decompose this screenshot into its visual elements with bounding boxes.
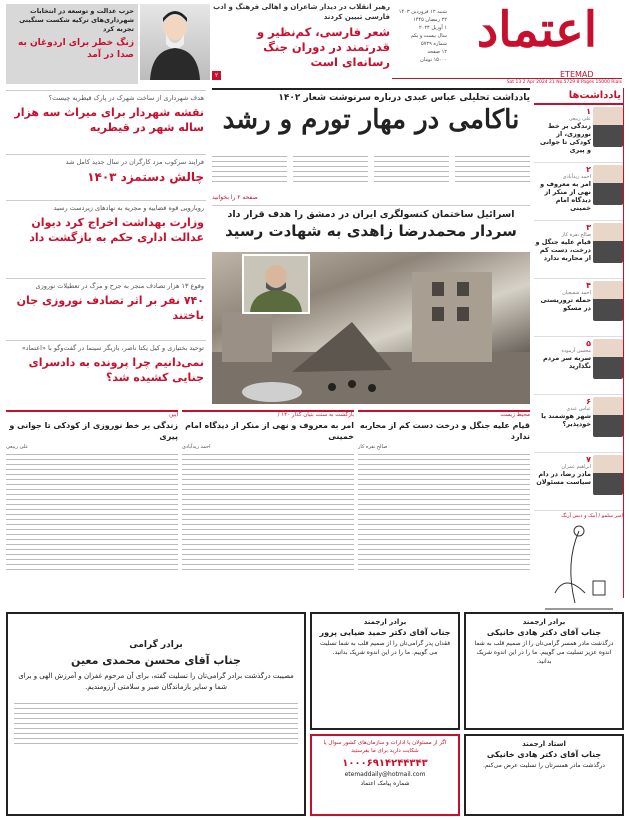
condolence-name: جناب آقای محسن محمدی معین — [71, 654, 241, 667]
left-item-kicker: رویارویی قوه قضاییه و مجریه به نهادهای زیردست رسید — [53, 204, 204, 212]
article-column[interactable] — [182, 410, 354, 610]
article-author: صالح نقره کار — [358, 444, 388, 450]
top-right-headline: زنگ خطر برای اردوغان به صدا در آمد — [18, 38, 134, 60]
left-item[interactable] — [6, 201, 206, 279]
cartoon-illustration-icon — [535, 523, 623, 613]
note-author: صالح نقره کار — [561, 232, 591, 238]
note-number: ۱ — [586, 107, 591, 116]
note-title: امر به معروف و نهی از منکر از دیدگاه امام خمینی — [540, 180, 591, 212]
note-title: حمله تروریستی در مسکو — [540, 296, 591, 312]
condolence-box[interactable] — [464, 612, 624, 730]
page-ref-badge: ۲ — [212, 71, 221, 80]
note-author: محسن آزموده — [561, 348, 591, 354]
ad-label: شماره پیامک اعتماد — [360, 780, 410, 787]
top-right-box[interactable] — [6, 4, 138, 84]
left-column — [6, 90, 206, 410]
left-item-headline: نمی‌دانیم چرا پرونده به دادسرای جنایی کشیده شد؟ — [28, 356, 204, 384]
year: سال بیست و یکم — [410, 33, 447, 39]
portrait-icon — [140, 4, 210, 80]
notes-list — [534, 105, 623, 511]
ad-phone[interactable]: ۱۰۰۰۶۹۱۴۲۴۴۳۴۳ — [342, 758, 428, 769]
issue-info — [392, 8, 447, 64]
left-item[interactable] — [6, 155, 206, 201]
condolence-title: برادر گرامی — [129, 640, 183, 650]
left-item-kicker: توحید بختیاری و کیل یکتا ناصر، بازیگر سینما در گفت‌وگو با «اعتماد» — [21, 344, 204, 352]
note-title: سربه سر مردم نگذارید — [543, 354, 591, 370]
article-section: محیط زیست — [500, 412, 530, 418]
note-number: ۲ — [586, 165, 591, 174]
pages: ۱۲ صفحه — [427, 49, 447, 55]
left-item[interactable] — [6, 341, 206, 409]
center-headline: ناکامی در مهار تورم و رشد — [222, 105, 520, 135]
note-title: مادر رضا، در دام سیاست مسئولان — [536, 470, 591, 486]
date-gregorian: ۱ آوریل ۲۰۲۴ — [418, 25, 447, 31]
masthead-strip: Sat 13 2 Apr 2024 21 No.5729 8 Pages 15000 Rials — [392, 78, 622, 86]
note-item[interactable] — [534, 337, 623, 395]
note-item[interactable] — [534, 221, 623, 279]
left-item-kicker: هدف شهرداری از ساخت شهرک در پارک قیطریه چیست؟ — [48, 94, 204, 102]
left-item-kicker: فرایند سرکوب مزد کارگران در سال جدید کامل شد — [65, 158, 204, 166]
left-item-headline: چالش دستمزد ۱۴۰۳ — [87, 170, 204, 184]
note-author: علی ربیعی — [568, 116, 591, 122]
condolence-title: برادر ارجمند — [522, 618, 566, 626]
left-item[interactable] — [6, 279, 206, 341]
top-right-kicker: حزب عدالت و توسعه در انتخابات شهرداری‌های ترکیه شکست سنگینی تجربه کرد — [19, 7, 134, 33]
author-avatar — [593, 397, 623, 437]
note-number: ۶ — [586, 397, 591, 406]
note-number: ۴ — [586, 281, 591, 290]
logo: اعتماد — [476, 2, 598, 58]
cartoon — [534, 523, 623, 613]
condolence-body: درگذشت مادر همسر گرامی‌تان را از صمیم قلب به شما اندوه عزیز تسلیت می گوییم. ما را در این اندوه شریک بدانید. — [474, 640, 614, 665]
top-story-headline: شعر فارسی، کم‌نظیر و قدرتمند در دوران جنگ رسانه‌ای است — [257, 25, 390, 69]
date-persian: شنبه ۱۲ فروردین ۱۴۰۳ — [398, 9, 447, 15]
note-number: ۵ — [586, 339, 591, 348]
article-headline: قیام علیه جنگل و درخت دست کم از محاربه ندارد — [359, 421, 530, 441]
text-column — [455, 152, 530, 200]
author-avatar — [593, 339, 623, 379]
note-item[interactable] — [534, 279, 623, 337]
israel-story[interactable] — [212, 205, 530, 249]
center-story[interactable] — [212, 88, 530, 150]
note-item[interactable] — [534, 105, 623, 163]
portrait-icon — [244, 256, 308, 312]
top-story-kicker: رهبر انقلاب در دیدار شاعران و اهالی فرهنگ و ادب فارسی تبیین کردند — [213, 3, 390, 21]
condolence-body: فقدان پدر گرامی‌تان را از صمیم قلب به شما تسلیت می گوییم. ما را در این اندوه شریک بدانید. — [319, 640, 451, 656]
condolence-body: درگذشت مادر همسرتان را تسلیت عرض می‌کنم. — [483, 762, 605, 769]
condolence-title: برادر ارجمند — [363, 618, 407, 626]
masthead-latin: ETEMAD — [560, 70, 594, 79]
article-section: آیین — [169, 412, 178, 418]
article-section: بازگشت به سنت بنیان گذار ۱۴۰ / — [277, 412, 354, 418]
note-number: ۳ — [586, 223, 591, 232]
ad-email[interactable]: etemaddaily@hotmail.com — [344, 771, 426, 778]
notes-title: یادداشت‌ها — [534, 88, 623, 105]
masthead — [452, 2, 622, 78]
note-title: شهر هوشمند یا خودپذیر؟ — [541, 412, 591, 428]
israel-kicker: اسرائیل ساختمان کنسولگری ایران در دمشق را هدف قرار داد — [227, 209, 515, 220]
left-item-headline: ۷۴۰ نفر بر اثر تصادف نوروزی جان باختند — [16, 294, 204, 322]
condolence-name: جناب آقای دکتر هادی خانیکی — [486, 750, 602, 759]
signatories — [14, 699, 298, 748]
note-title: قیام علیه جنگل و درخت، دست کم از محاربه ندارد — [535, 238, 591, 262]
author-avatar — [593, 281, 623, 321]
article-text — [182, 450, 354, 574]
article-column[interactable] — [6, 410, 178, 610]
center-body — [212, 152, 530, 200]
issue-number: شماره ۵۷۲۹ — [421, 41, 447, 47]
note-item[interactable] — [534, 453, 623, 511]
text-column — [293, 152, 368, 200]
note-item[interactable] — [534, 163, 623, 221]
note-author: احمد زیدآبادی — [562, 174, 591, 180]
top-story[interactable] — [212, 2, 390, 82]
ad-text: اگر از مسئولان یا ادارات و سازمان‌های کشور سوال یا شکایت دارید برای ما بفرستید — [323, 740, 447, 754]
article-author: احمد زیدآبادی — [182, 444, 211, 450]
notes-footer: امیر سلمو / آبیک و دیس آرنگ — [561, 513, 623, 519]
israel-headline: سردار محمدرضا زاهدی به شهادت رسید — [225, 222, 517, 240]
condolence-box[interactable] — [310, 612, 460, 730]
date-hijri: ۲۲ رمضان ۱۴۴۵ — [413, 17, 447, 23]
condolence-body: مصیبت درگذشت برادر گرامی‌تان را تسلیت گفته، برای آن مرحوم غفران و آمرزش الهی و برای شما و سایر بازماندگان صبر و سلامتی آرزومندیم. — [18, 672, 294, 691]
condolence-box[interactable] — [6, 612, 306, 816]
article-text — [6, 450, 178, 574]
condolence-title: استاد ارجمند — [522, 740, 566, 748]
left-item-headline: وزارت بهداشت اخراج کرد دیوان عدالت اداری حکم به بازگشت داد — [29, 216, 204, 244]
note-title: زندگی بر خط نوروزی، از کودکی تا جوانی و پیری — [540, 122, 591, 154]
center-kicker: یادداشت تحلیلی عباس عبدی درباره سرنوشت شعار ۱۴۰۲ — [278, 93, 530, 103]
leader-photo — [140, 4, 210, 80]
left-item-kicker: وقوع ۱۳ هزار تصادف منجر به جرح و مرگ در تعطیلات نوروزی — [35, 282, 204, 290]
note-author: ابراهیم عمران — [561, 464, 591, 470]
author-avatar — [593, 223, 623, 263]
author-avatar — [593, 107, 623, 147]
note-item[interactable] — [534, 395, 623, 453]
author-avatar — [593, 165, 623, 205]
article-author: علی ربیعی — [6, 444, 29, 450]
condolence-name: جناب آقای دکتر هادی خانیکی — [486, 628, 602, 637]
notes-sidebar — [534, 88, 624, 598]
article-headline: امر به معروف و نهی از منکر از دیدگاه امام خمینی — [185, 421, 354, 441]
note-number: ۷ — [586, 455, 591, 464]
author-avatar — [593, 455, 623, 495]
inset-portrait — [242, 254, 310, 314]
continue-link[interactable]: صفحه ۲ را بخوانید — [212, 194, 258, 201]
condolence-box[interactable] — [464, 734, 624, 816]
bottom-articles — [6, 410, 530, 610]
article-headline: زندگی بر خط نوروزی از کودکی تا جوانی و پیری — [9, 421, 178, 441]
article-column[interactable] — [358, 410, 530, 610]
price: ۱۵۰۰۰ تومان — [420, 57, 447, 63]
text-column — [212, 152, 287, 200]
left-item-headline: نقشه شهردار برای میراث سه هزار ساله شهر در قیطریه — [14, 106, 204, 134]
note-author: احمد شفیعیان — [562, 290, 591, 296]
ad-box[interactable] — [310, 734, 460, 816]
condolence-name: جناب آقای دکتر حمید ضیایی پرور — [319, 628, 451, 637]
note-author: عباس عبدی — [566, 406, 591, 412]
left-item[interactable] — [6, 91, 206, 155]
article-text — [358, 450, 530, 574]
text-column — [374, 152, 449, 200]
